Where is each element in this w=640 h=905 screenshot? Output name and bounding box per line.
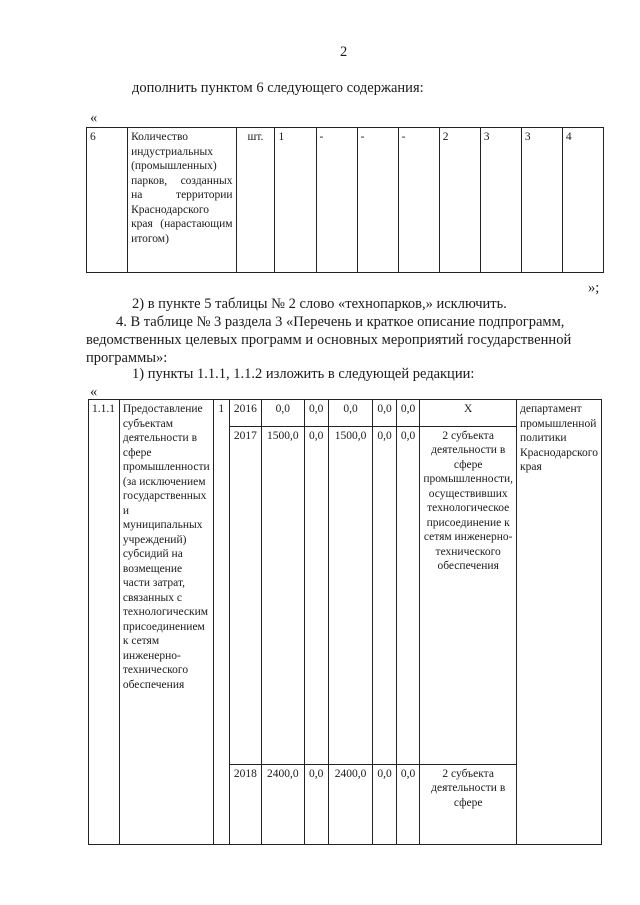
page-number: 2	[340, 44, 348, 60]
open-quote-2: «	[90, 384, 98, 400]
total-cell: 1500,0	[261, 426, 304, 764]
unit-cell: шт.	[236, 128, 275, 273]
value-cell: -	[398, 128, 439, 273]
measures-table	[88, 399, 602, 845]
year-cell: 2017	[229, 426, 261, 764]
year-cell: 2016	[229, 400, 261, 427]
open-quote-1: «	[90, 110, 98, 126]
value-cell: 3	[480, 128, 521, 273]
regional-cell: 2400,0	[328, 764, 372, 844]
table-row	[87, 128, 604, 273]
result-cell: 2 субъекта деятельности в сфере	[420, 764, 517, 844]
local-cell: 0,0	[373, 426, 397, 764]
regional-cell: 1500,0	[328, 426, 372, 764]
measure-name: Предоставление субъектам деятельности в сфере промышленности (за исключением государственных и муниципальных учреждений) субсидий на возмещение части затрат, связанных с технологическим присоединением к сетям инженерно-технического обеспечения	[119, 400, 213, 845]
value-cell: 2	[439, 128, 480, 273]
row-number: 6	[87, 128, 128, 273]
local-cell: 0,0	[373, 400, 397, 427]
indicators-table	[86, 127, 604, 273]
federal-cell: 0,0	[304, 400, 328, 427]
other-cell: 0,0	[396, 400, 420, 427]
paragraph-2: 2) в пункте 5 таблицы № 2 слово «технопарков,» исключить.	[132, 296, 507, 312]
other-cell: 0,0	[396, 764, 420, 844]
result-cell: X	[420, 400, 517, 427]
other-cell: 0,0	[396, 426, 420, 764]
result-cell: 2 субъекта деятельности в сфере промышленности, осуществивших технологическое присоединение к сетям инженерно-технического обеспечения	[420, 426, 517, 764]
paragraph-4-line-3: программы»:	[86, 350, 168, 366]
intro-line: дополнить пунктом 6 следующего содержания:	[132, 80, 424, 96]
value-cell: 4	[562, 128, 603, 273]
federal-cell: 0,0	[304, 426, 328, 764]
paragraph-4-line-2: ведомственных целевых программ и основных мероприятий государственной	[86, 332, 572, 348]
value-cell: 1	[275, 128, 316, 273]
local-cell: 0,0	[373, 764, 397, 844]
total-cell: 0,0	[261, 400, 304, 427]
status-cell: 1	[213, 400, 229, 845]
federal-cell: 0,0	[304, 764, 328, 844]
value-cell: -	[357, 128, 398, 273]
paragraph-4-line-1: 4. В таблице № 3 раздела 3 «Перечень и краткое описание подпрограмм,	[116, 314, 565, 330]
total-cell: 2400,0	[261, 764, 304, 844]
table-row	[89, 400, 602, 427]
value-cell: 3	[521, 128, 562, 273]
regional-cell: 0,0	[328, 400, 372, 427]
paragraph-items: 1) пункты 1.1.1, 1.1.2 изложить в следующей редакции:	[132, 366, 475, 382]
close-quote: »;	[588, 280, 600, 296]
item-number: 1.1.1	[89, 400, 120, 845]
year-cell: 2018	[229, 764, 261, 844]
indicator-name: Количество индустриальных (промышленных) парков, созданных на территории Краснодарского края (нарастающим итогом)	[128, 128, 236, 273]
responsible-cell: департамент промышленной политики Краснодарского края	[517, 400, 602, 845]
value-cell: -	[316, 128, 357, 273]
